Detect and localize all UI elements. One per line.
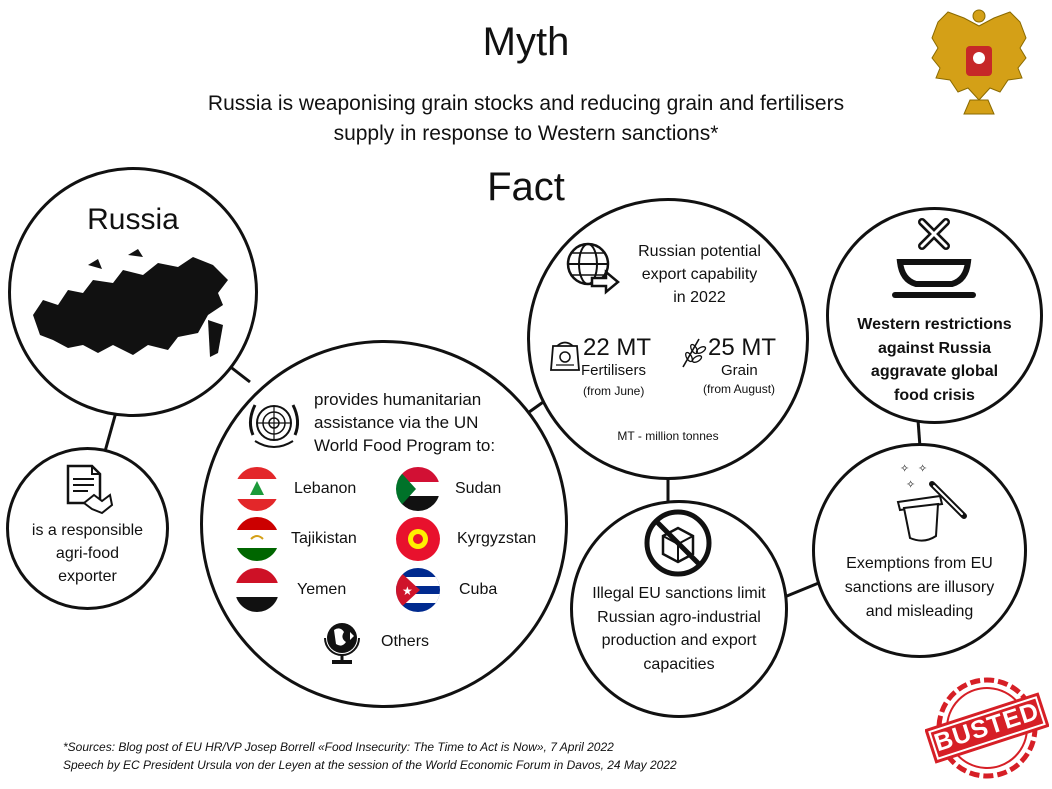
- lebanon-flag-icon: [235, 467, 279, 511]
- list-item: [396, 517, 536, 561]
- magic-hat-icon: [884, 458, 970, 544]
- fact-title: Fact: [487, 165, 565, 209]
- list-item: [235, 467, 356, 511]
- un-emblem-icon: [243, 395, 305, 455]
- sources-footnote: *Sources: Blog post of EU HR/VP Josep Borrell «Food Insecurity: The Time to Act is Now», 7 April 2022 Speech by EC President Ursula von der Leyen at the session of the World Economic Forum in Davos, 24 May 2022: [63, 740, 677, 772]
- country-label: Cuba: [459, 581, 498, 598]
- globe-icon: [320, 618, 364, 666]
- empty-bowl-crossed-icon: [888, 216, 980, 306]
- country-label: Yemen: [297, 581, 347, 598]
- svg-text:✧: ✧: [918, 462, 928, 475]
- fertiliser-bag-icon: [548, 338, 582, 372]
- svg-text:★: ★: [402, 584, 413, 598]
- cuba-flag-icon: [396, 568, 440, 612]
- sudan-flag-icon: [396, 467, 440, 511]
- myth-statement-line2: supply in response to Western sanctions*: [333, 122, 719, 145]
- grain-label: Grain: [721, 362, 758, 379]
- list-item: [235, 517, 357, 561]
- globe-export-icon: [562, 238, 622, 298]
- list-item: [235, 568, 346, 612]
- exporter-text: is a responsible agri-food exporter: [31, 522, 144, 585]
- country-label: Others: [381, 633, 430, 650]
- country-label: Tajikistan: [291, 530, 357, 547]
- list-item: [396, 467, 501, 511]
- tajikistan-flag-icon: [235, 517, 279, 561]
- busted-stamp-text: BUSTED: [930, 696, 1043, 758]
- yemen-flag-icon: [235, 568, 279, 612]
- grain-note: (from August): [703, 382, 776, 396]
- western-restrictions-text: Western restrictions against Russia aggravate global food crisis: [857, 316, 1012, 404]
- busted-stamp: [925, 672, 1049, 784]
- grain-value: 25 MT: [708, 334, 777, 361]
- list-item: [396, 568, 497, 612]
- list-item: [320, 618, 429, 666]
- fertilisers-note: (from June): [583, 384, 645, 398]
- export-capability-text: Russian potential export capability in 2022: [638, 243, 761, 306]
- mt-footnote: MT - million tonnes: [617, 429, 719, 443]
- svg-text:✧: ✧: [900, 462, 910, 475]
- no-box-icon: [643, 508, 713, 578]
- russian-eagle-emblem: [928, 8, 1030, 120]
- russia-map-icon: [28, 245, 238, 365]
- country-label: Sudan: [455, 480, 502, 497]
- svg-text:✧: ✧: [906, 478, 916, 491]
- country-label: Lebanon: [294, 480, 357, 497]
- country-label: Kyrgyzstan: [457, 530, 537, 547]
- kyrgyzstan-flag-icon: [396, 517, 440, 561]
- myth-statement-line1: Russia is weaponising grain stocks and reducing grain and fertilisers: [207, 92, 845, 115]
- un-text: provides humanitarian assistance via the UN World Food Program to:: [314, 390, 496, 455]
- myth-title: Myth: [482, 20, 570, 64]
- wheat-icon: [677, 335, 707, 369]
- handshake-contract-icon: [62, 463, 114, 515]
- fertilisers-value: 22 MT: [583, 334, 652, 361]
- fertilisers-label: Fertilisers: [581, 362, 647, 379]
- russia-title: Russia: [87, 203, 179, 236]
- exemptions-text: Exemptions from EU sanctions are illusory and misleading: [844, 555, 995, 620]
- illegal-sanctions-text: Illegal EU sanctions limit Russian agro-industrial production and export capacities: [592, 585, 766, 673]
